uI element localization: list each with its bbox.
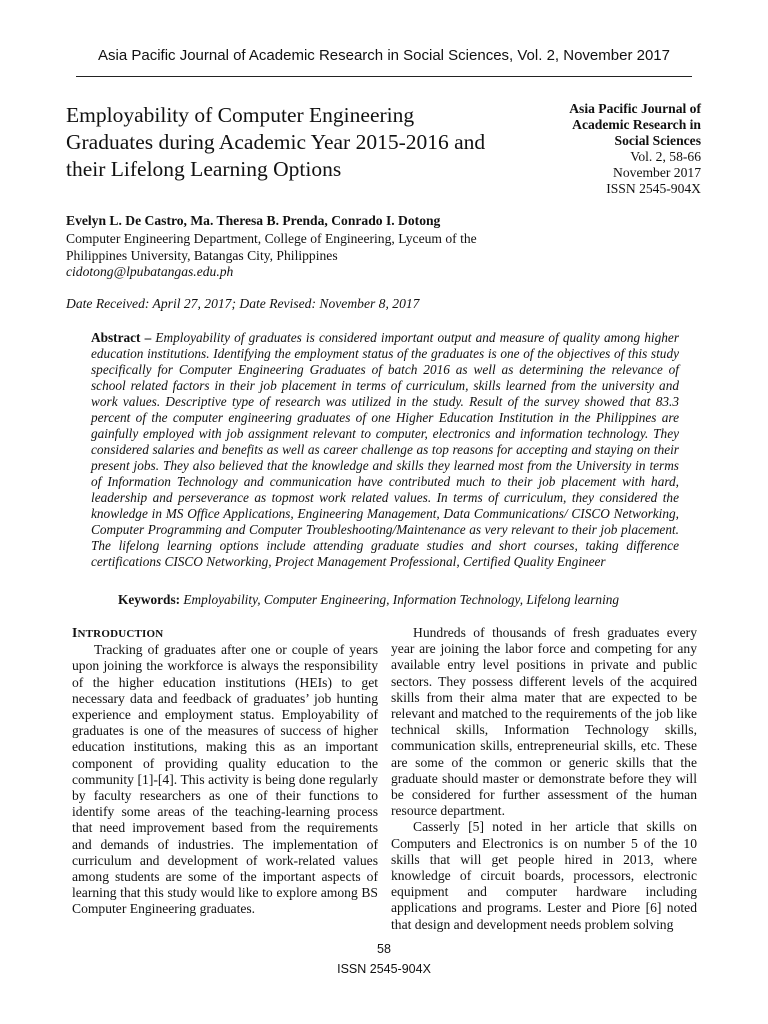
keywords-text: Employability, Computer Engineering, Information Technology, Lifelong learning	[183, 592, 620, 607]
authors: Evelyn L. De Castro, Ma. Theresa B. Prenda, Conrado I. Dotong	[66, 213, 441, 228]
journal-name-line-1: Asia Pacific Journal of	[569, 101, 701, 116]
journal-date: November 2017	[613, 165, 701, 180]
keywords	[118, 592, 688, 608]
paper-title: Employability of Computer Engineering Graduates during Academic Year 2015-2016 and their Lifelong Learning Options	[66, 103, 486, 181]
journal-volume: Vol. 2, 58-66	[630, 149, 701, 164]
journal-info	[520, 101, 701, 197]
header-rule	[76, 76, 692, 77]
page-number: 58	[377, 942, 391, 956]
author-email: cidotong@lpubatangas.edu.ph	[66, 264, 234, 279]
introduction-paragraph-2: Hundreds of thousands of fresh graduates every year are joining the labor force and competing for any available entry level positions in private and public sectors. They possess different levels of the acquired skills from their alma mater that are expected to be relevant and matched to the requirements of the job like technical skills, Information Technology skills, communication skills, entrepreneurial skills, etc. These are some of the common or generic skills that the graduate should master or demonstrate before they will be considered for further assessment of the human resource department.	[391, 625, 697, 819]
journal-name-line-2: Academic Research in	[572, 117, 701, 132]
journal-name-line-3: Social Sciences	[614, 133, 701, 148]
abstract-text: Employability of graduates is considered important output and measure of quality among higher education institutions. Identifying the employment status of the graduates is one of the objectives of this study specifically for Computer Engineering Graduates of batch 2016 as well as determining the relevance of school related factors in their job placement in terms of curriculum, skills learned from the university and work values. Descriptive type of research was utilized in the study. Result of the survey showed that 83.3 percent of the computer engineering graduates of one Higher Education Institution in the Philippines are gainfully employed with job assignment relevant to computer, electronics and information technology. They considered salaries and benefits as well as career challenge as top reasons for accepting and staying on their present jobs. They also believed that the knowledge and skills they learned most from the University in terms of Information Technology and communication have contributed much to their job placement with hard, leadership and perseverance as topmost work related values. In terms of curriculum, they considered the knowledge in MS Office Applications, Engineering Management, Data Communications/ CISCO Networking, Computer Programming and Computer Troubleshooting/Maintenance as very relevant to their job placement. The lifelong learning options include attending graduate studies and short courses, taking difference certifications CISCO Networking, Project Management Professional, Certified Quality Engineer	[91, 330, 680, 569]
left-column	[72, 625, 378, 918]
keywords-label: Keywords:	[118, 592, 181, 607]
right-column	[391, 625, 697, 933]
abstract	[91, 330, 679, 570]
introduction-heading	[72, 625, 378, 642]
introduction-paragraph-3: Casserly [5] noted in her article that skills on Computers and Electronics is on number 5 of the 10 skills that will get people hired in 2013, where knowledge of circuit boards, processors, electronic equipment and computer hardware including applications and programs. Lester and Piore [6] noted that design and development needs problem solving	[391, 819, 697, 932]
introduction-paragraph-1: Tracking of graduates after one or couple of years upon joining the workforce is always the responsibility of the higher education institutions (HEIs) to get necessary data and feedback of graduates’ job hunting experience and employment status. Employability of graduates is one of the measures of success of higher education institutions, making this as an important component of providing quality education to the community [1]-[4]. This activity is being done regularly by faculty researchers as one of their functions to identify some areas of the teaching-learning process that need improvement based from the requirements and demands of industries. The implementation of curriculum and development of work-related values among students are some of the important aspects of learning that this study would like to explore among BS Computer Engineering graduates.	[72, 642, 378, 917]
abstract-label: Abstract –	[91, 330, 152, 345]
introduction-heading-initial: I	[72, 625, 78, 640]
affiliation: Computer Engineering Department, College of Engineering, Lyceum of the Philippines University, Batangas City, Philippines	[66, 231, 477, 263]
running-header: Asia Pacific Journal of Academic Research in Social Sciences, Vol. 2, November 2017	[98, 47, 670, 64]
submission-dates: Date Received: April 27, 2017; Date Revised: November 8, 2017	[66, 296, 420, 311]
journal-issn: ISSN 2545-904X	[606, 181, 701, 196]
introduction-heading-rest: NTRODUCTION	[77, 628, 164, 640]
footer-issn: ISSN 2545-904X	[337, 962, 431, 976]
